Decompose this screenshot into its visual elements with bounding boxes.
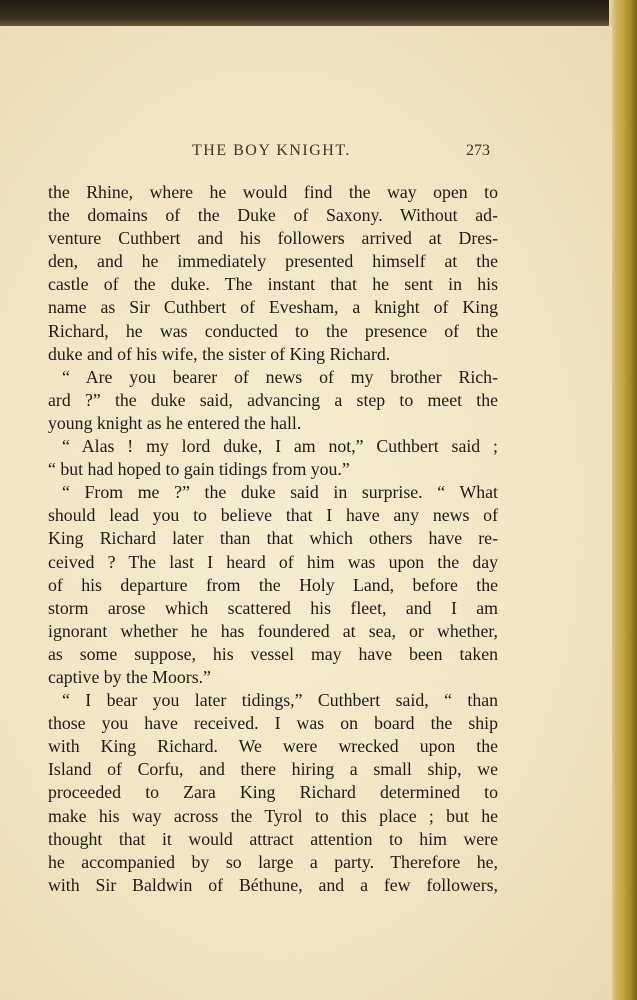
- text-line: venture Cuthbert and his followers arrived at Dres-: [48, 228, 498, 249]
- text-line: thought that it would attract attention to him were: [48, 828, 498, 849]
- running-head-title: THE BOY KNIGHT.: [192, 142, 351, 159]
- text-line: storm arose which scattered his fleet, and I am: [48, 597, 498, 618]
- text-line: captive by the Moors.”: [48, 666, 211, 687]
- text-line: he accompanied by so large a party. Therefore he,: [48, 851, 498, 872]
- text-line: as some suppose, his vessel may have been taken: [48, 643, 498, 664]
- body-text: [48, 181, 498, 897]
- text-line: of his departure from the Holy Land, before the: [48, 574, 498, 595]
- text-line: “ Alas ! my lord duke, I am not,” Cuthbert said ;: [62, 436, 498, 457]
- gilt-page-edge: [609, 0, 637, 1000]
- book-top-edge: [0, 0, 637, 26]
- text-line: ceived ? The last I heard of him was upon the day: [48, 551, 498, 572]
- running-head: [0, 142, 612, 166]
- text-line: with King Richard. We were wrecked upon the: [48, 736, 498, 757]
- text-line: those you have received. I was on board the ship: [48, 713, 498, 734]
- text-line: the domains of the Duke of Saxony. Without ad-: [48, 205, 498, 226]
- text-line: ignorant whether he has foundered at sea, or whether,: [48, 620, 498, 641]
- text-line: the Rhine, where he would find the way open to: [48, 182, 498, 202]
- text-line: “ Are you bearer of news of my brother Rich-: [62, 366, 498, 387]
- text-line: with Sir Baldwin of Béthune, and a few followers,: [48, 874, 498, 895]
- text-line: Island of Corfu, and there hiring a small ship, we: [48, 759, 498, 780]
- text-line: “ but had hoped to gain tidings from you.”: [48, 459, 350, 480]
- text-line: King Richard later than that which others have re-: [48, 528, 498, 549]
- page-number: 273: [466, 142, 490, 159]
- text-line: young knight as he entered the hall.: [48, 412, 302, 433]
- text-line: castle of the duke. The instant that he sent in his: [48, 274, 498, 295]
- text-line: proceeded to Zara King Richard determined to: [48, 782, 498, 803]
- text-line: “ From me ?” the duke said in surprise. “ What: [62, 482, 498, 503]
- text-line: make his way across the Tyrol to this place ; but he: [48, 805, 498, 826]
- text-line: den, and he immediately presented himself at the: [48, 251, 498, 272]
- book-page: [0, 26, 612, 1000]
- text-line: Richard, he was conducted to the presence of the: [48, 320, 498, 341]
- text-line: ard ?” the duke said, advancing a step to meet the: [48, 389, 498, 410]
- text-line: should lead you to believe that I have any news of: [48, 505, 498, 526]
- text-line: duke and of his wife, the sister of King Richard.: [48, 343, 391, 364]
- text-line: name as Sir Cuthbert of Evesham, a knight of King: [48, 297, 498, 318]
- text-line: “ I bear you later tidings,” Cuthbert said, “ than: [62, 690, 498, 711]
